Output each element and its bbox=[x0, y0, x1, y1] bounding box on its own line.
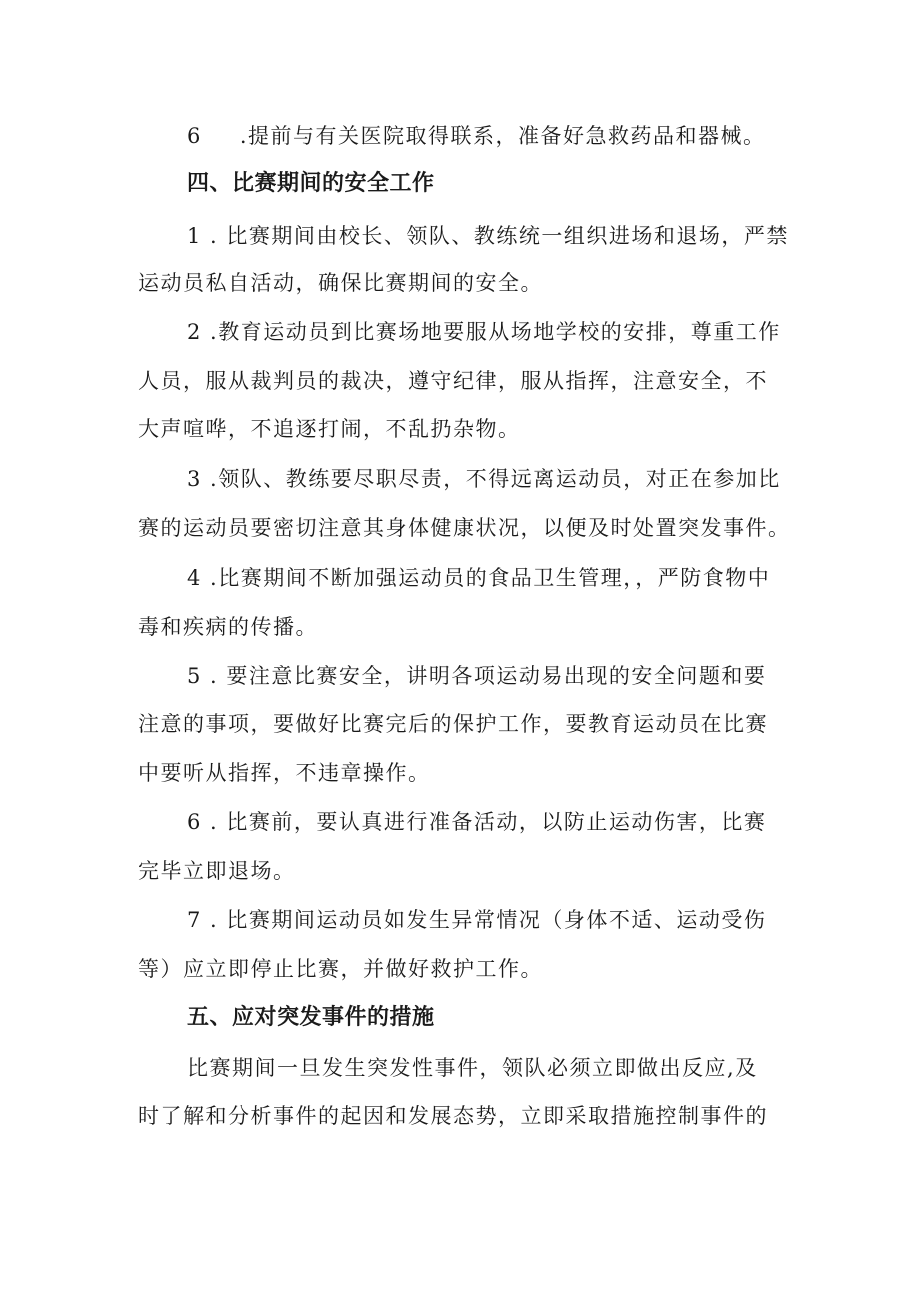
section-4-item-7-line-1: 7 . 比赛期间运动员如发生异常情况（身体不适、运动受伤 bbox=[187, 908, 767, 932]
item-6-top bbox=[187, 121, 766, 151]
section-4-item-4-line-1: 4 .比赛期间不断加强运动员的食品卫生管理，，严防食物中 bbox=[187, 566, 771, 590]
section-4-item-5-line-2: 注意的事项，要做好比赛完后的保护工作，要教育运动员在比赛 bbox=[138, 712, 768, 736]
section-4-item-3-line-1: 3 .领队、教练要尽职尽责，不得远离运动员，对正在参加比 bbox=[187, 467, 781, 491]
section-4-item-3-line-2: 赛的运动员要密切注意其身体健康状况，以便及时处置突发事件。 bbox=[138, 516, 791, 540]
section-4-item-1-line-2: 运动员私自活动，确保比赛期间的安全。 bbox=[138, 271, 543, 295]
section-4-item-1-line-1: 1 . 比赛期间由校长、领队、教练统一组织进场和退场，严禁 bbox=[187, 224, 789, 248]
item-6-top-text: .提前与有关医院取得联系，准备好急救药品和器械。 bbox=[239, 124, 766, 148]
section-4-item-5-line-1: 5 . 要注意比赛安全，讲明各项运动易出现的安全问题和要 bbox=[187, 664, 767, 688]
section-5-line-2: 时了解和分析事件的起因和发展态势，立即采取措施控制事件的 bbox=[138, 1104, 768, 1128]
section-4-item-6-line-2: 完毕立即退场。 bbox=[138, 859, 296, 883]
section-5-heading: 五、应对突发事件的措施 bbox=[187, 1005, 435, 1030]
section-5-line-1: 比赛期间一旦发生突发性事件，领队必须立即做出反应,及 bbox=[187, 1056, 758, 1080]
section-4-item-4-line-2: 毒和疾病的传播。 bbox=[138, 615, 318, 639]
section-4-item-5-line-3: 中要听从指挥，不违章操作。 bbox=[138, 761, 431, 785]
section-4-item-2-line-3: 大声喧哗，不追逐打闹，不乱扔杂物。 bbox=[138, 417, 521, 441]
section-4-item-6-line-1: 6 . 比赛前，要认真进行准备活动，以防止运动伤害，比赛 bbox=[187, 810, 767, 834]
item-6-top-number: 6 bbox=[187, 124, 202, 148]
section-4-item-2-line-1: 2 .教育运动员到比赛场地要服从场地学校的安排，尊重工作 bbox=[187, 320, 781, 344]
section-4-heading: 四、比赛期间的安全工作 bbox=[187, 171, 435, 196]
section-4-item-2-line-2: 人员，服从裁判员的裁决，遵守纪律，服从指挥，注意安全，不 bbox=[138, 369, 768, 393]
section-4-item-7-line-2: 等）应立即停止比赛，并做好救护工作。 bbox=[138, 957, 543, 981]
